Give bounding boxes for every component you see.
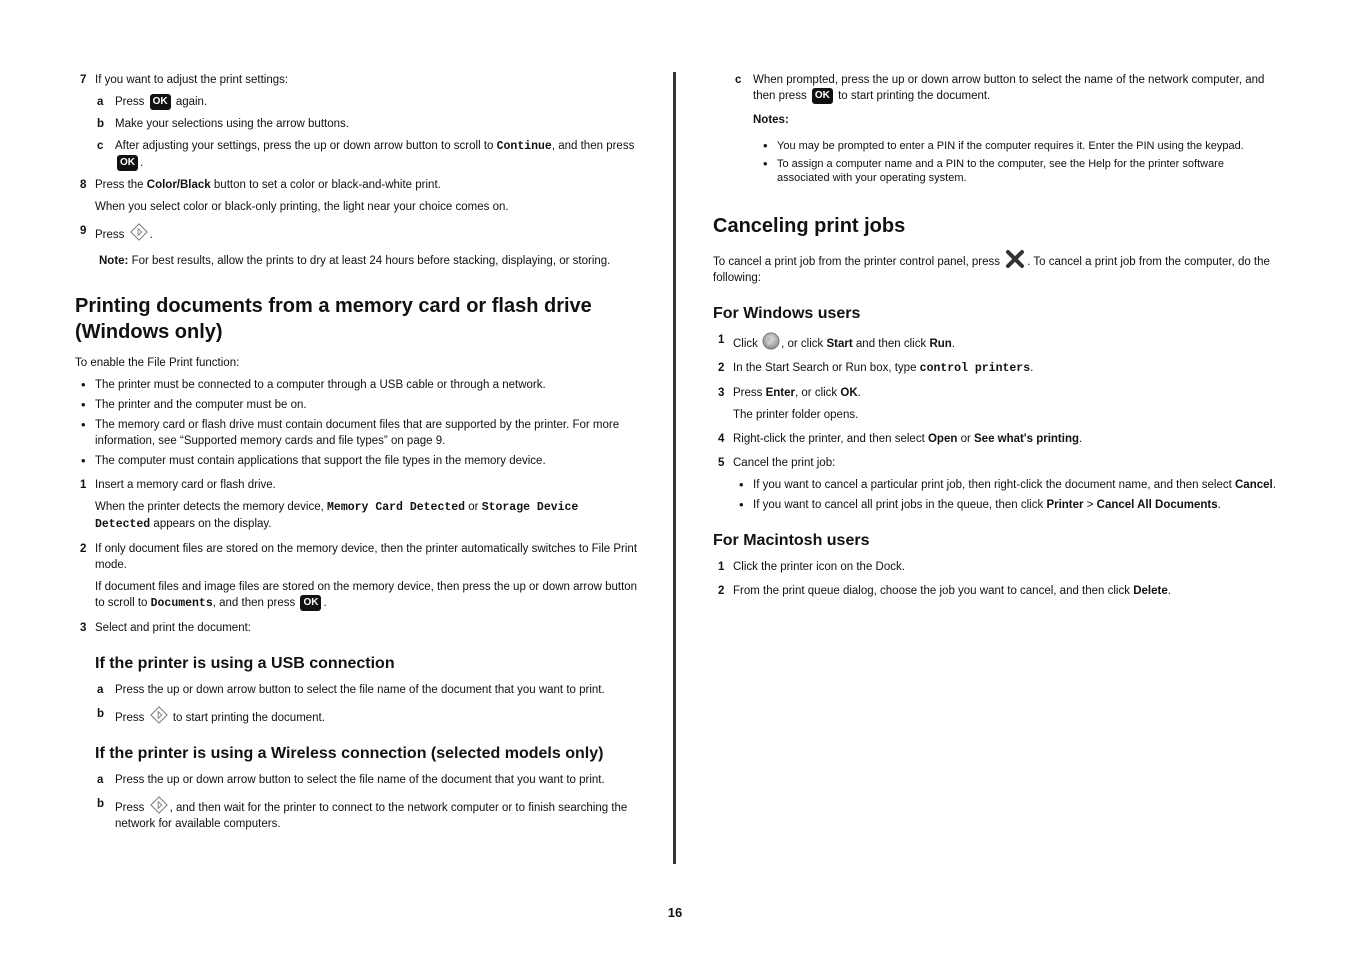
wireless-step-a: a Press the up or down arrow button to select the file name of the document that you want to print.	[97, 774, 605, 786]
page-number: 16	[667, 905, 683, 920]
start-diamond-icon	[150, 796, 168, 814]
windows-step-5: 5 Cancel the print job:	[718, 457, 836, 469]
step-3: 3 Select and print the document:	[80, 622, 251, 634]
step-1-paragraph: When the printer detects the memory device, Memory Card Detected or Storage Device Detected appears on the display.	[95, 501, 579, 531]
wireless-step-c: c When prompted, press the up or down arrow button to select the name of the network computer, and then press OK to start printing the document.	[735, 74, 1265, 102]
ok-button-icon: OK	[300, 595, 321, 611]
subheading-macintosh: For Macintosh users	[713, 532, 870, 549]
ok-button-icon: OK	[812, 88, 833, 104]
left-column	[75, 72, 640, 838]
windows-step-3: 3 Press Enter, or click OK.	[718, 387, 861, 399]
wireless-step-b: b Press , and then wait for the printer to connect to the network computer or to finish searching the network for available computers.	[97, 798, 628, 830]
section-heading-printing-documents: Printing documents from a memory card or flash drive (Windows only)	[75, 295, 592, 343]
step-8-paragraph: When you select color or black-only printing, the light near your choice comes on.	[95, 201, 509, 213]
step-8: 8 Press the Color/Black button to set a color or black-and-white print.	[80, 179, 441, 191]
usb-step-b: b Press to start printing the document.	[97, 708, 325, 724]
windows-step-1: 1 Click , or click Start and then click Run.	[718, 334, 955, 350]
section-heading-canceling: Canceling print jobs	[713, 215, 906, 237]
subheading-windows: For Windows users	[713, 305, 861, 322]
start-diamond-icon	[130, 223, 148, 241]
notes-label: Notes:	[753, 114, 789, 126]
step-7c: c After adjusting your settings, press the up or down arrow button to scroll to Continue, and then press OK .	[97, 140, 635, 169]
ok-button-icon: OK	[117, 155, 138, 171]
list-item: • You may be prompted to enter a PIN if the computer requires it. Enter the PIN using the keypad.	[713, 138, 1278, 154]
list-item: • If you want to cancel all print jobs in the queue, then click Printer > Cancel All Documents.	[713, 497, 1278, 513]
windows-step-3-paragraph: The printer folder opens.	[733, 409, 859, 421]
mac-step-1: 1 Click the printer icon on the Dock.	[718, 561, 905, 573]
intro-text: To enable the File Print function:	[75, 357, 240, 369]
list-item: • The printer and the computer must be on.	[75, 397, 640, 413]
usb-step-a: a Press the up or down arrow button to select the file name of the document that you want to print.	[97, 684, 605, 696]
note: Note: For best results, allow the prints to dry at least 24 hours before stacking, displaying, or storing.	[99, 255, 611, 267]
list-item: • The computer must contain applications that support the file types in the memory device.	[75, 453, 640, 469]
column-divider	[673, 72, 676, 864]
list-item: • If you want to cancel a particular print job, then right-click the document name, and then select Cancel.	[713, 477, 1278, 493]
step-7a: a Press OK again.	[97, 96, 208, 108]
windows-step-2: 2 In the Start Search or Run box, type control printers.	[718, 362, 1034, 375]
step-2-paragraph: If document files and image files are stored on the memory device, then press the up or down arrow button to scroll to Documents, and then press OK .	[95, 581, 638, 610]
ok-button-icon: OK	[150, 94, 171, 110]
list-item: • The printer must be connected to a computer through a USB cable or through a network.	[75, 377, 640, 393]
step-9: 9 Press .	[80, 225, 153, 241]
mac-step-2: 2 From the print queue dialog, choose the job you want to cancel, and then click Delete.	[718, 585, 1171, 597]
start-diamond-icon	[150, 706, 168, 724]
list-item: • The memory card or flash drive must contain document files that are supported by the printer. For more information, see “Supported memory cards and file types” on page 9.	[75, 417, 640, 449]
step-2: 2 If only document files are stored on the memory device, then the printer automatically switches to File Print mode.	[80, 543, 638, 571]
list-item: • To assign a computer name and a PIN to the computer, see the Help for the printer software associated with your operating system.	[713, 157, 1278, 185]
step-7b: b Make your selections using the arrow buttons.	[97, 118, 349, 130]
step-7: 7 If you want to adjust the print settings:	[80, 74, 289, 86]
step-1: 1 Insert a memory card or flash drive.	[80, 479, 276, 491]
windows-step-4: 4 Right-click the printer, and then select Open or See what's printing.	[718, 433, 1083, 445]
cancel-intro: To cancel a print job from the printer control panel, press . To cancel a print job from the computer, do the following:	[713, 249, 1278, 286]
cancel-x-icon	[1005, 249, 1025, 269]
subheading-usb: If the printer is using a USB connection	[95, 655, 395, 672]
subheading-wireless: If the printer is using a Wireless connection (selected models only)	[95, 745, 604, 762]
right-column	[713, 72, 1278, 605]
windows-start-orb-icon	[762, 332, 780, 350]
